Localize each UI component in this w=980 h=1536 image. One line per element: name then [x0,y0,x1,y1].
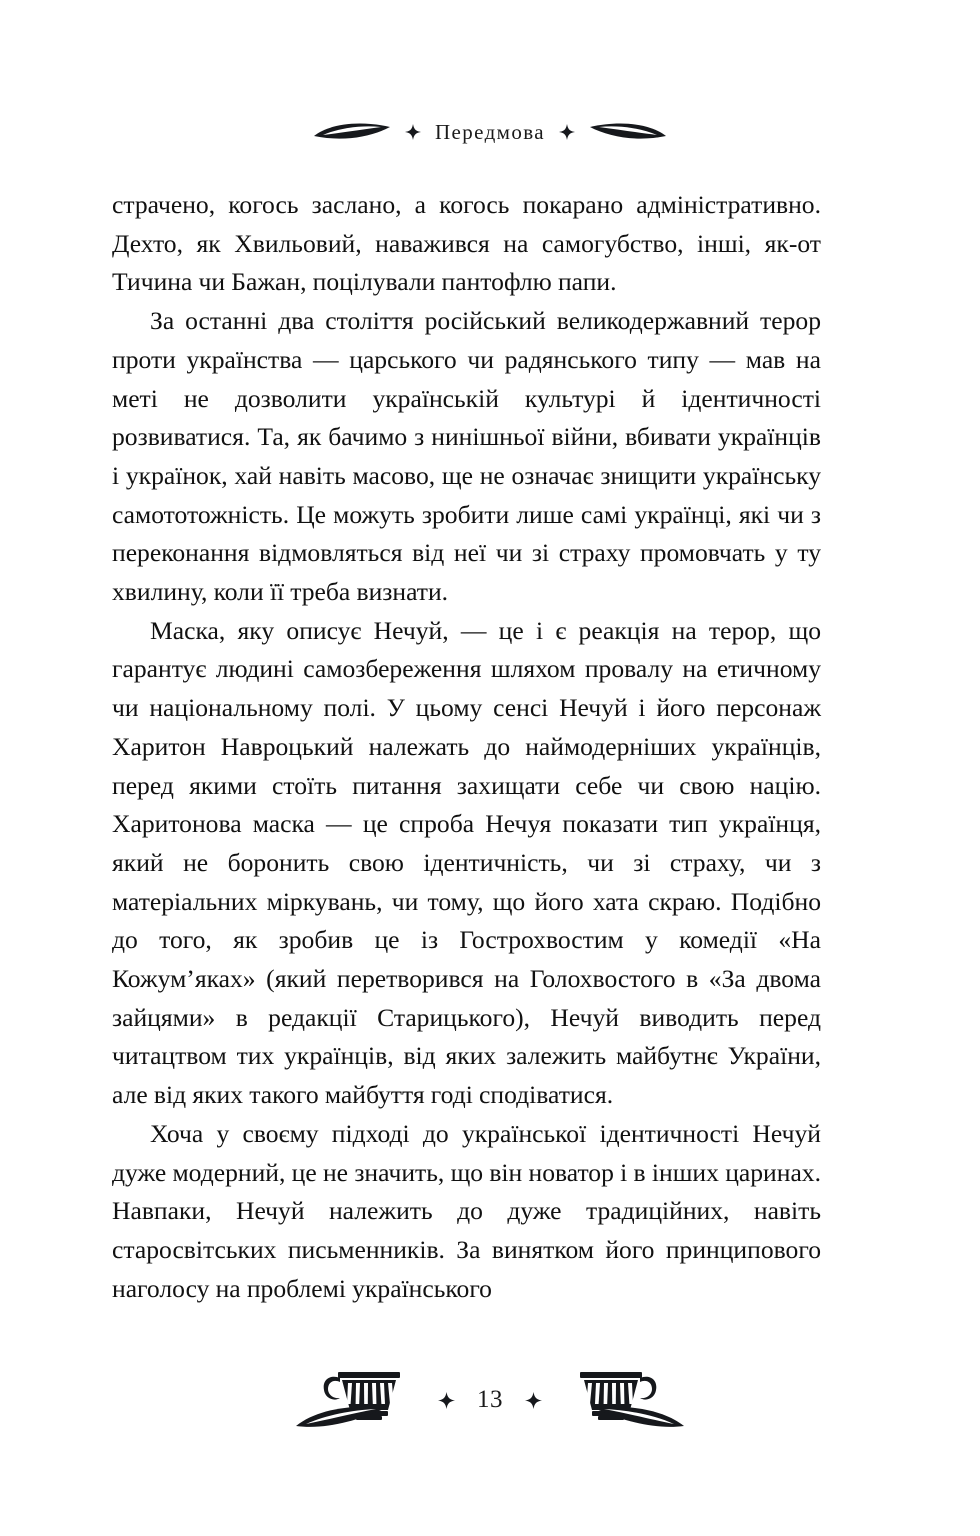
leaf-icon [589,121,667,143]
diamond-icon [438,1392,455,1409]
paragraph: За останні два століття російський великодержавний терор проти українства — царського чи радянського типу — мав на меті не дозволити українській культурі й ідентичності розвиватися. Та, як бачимо з нинішньої війни, вбивати українців і українок, хай навіть масово, ще не означає знищити українську самототожність. Це можуть зробити лише самі українці, які чи з переконання відмовляться від неї чи зі страху промовчать у ту хвилину, коли її треба визнати. [112,306,821,607]
diamond-icon [405,124,421,140]
running-head [0,112,980,152]
paragraph: страчено, когось заслано, а когось покарано адміністративно. Дехто, як Хвильовий, наважився на самогубство, інші, як-от Тичина чи Бажан, поцілували пантофлю папи. [112,190,821,297]
paragraph: Хоча у своєму підході до української ідентичності Нечуй дуже модерний, це не значить, що він новатор і в інших царинах. Навпаки, Нечуй належить до дуже традиційних, навіть старосвітських письменників. За винятком його принципового наголосу на проблемі українського [112,1118,821,1303]
leaf-icon [313,121,391,143]
diamond-icon [559,124,575,140]
page-footer [0,1360,980,1440]
page-number: 13 [477,1386,503,1413]
paragraph: Маска, яку описує Нечуй, — це і є реакція на терор, що гарантує людині самозбереження шляхом провалу на етичному чи національному полі. У цьому сенсі Нечуй і його персонаж Харитон Навроцький належать до наймодерніших українців, перед якими стоїть питання захищати себе чи свою націю. Харитонова маска — це спроба Нечуя показати тип українця, який не боронить свою ідентичність, чи зі страху, чи з матеріальних міркувань, чи тому, що його хата скраю. Подібно до того, як зробив це із Гострохвостим у комедії «На Кожум’яках» (який перетворився на Голохвостого в «За двома зайцями» в редакції Старицького), Нечуй виводить перед читацтвом тих українців, від яких залежить майбутнє України, але від яких такого майбуття годі сподіватися. [112,615,821,1110]
urn-leaf-icon [294,1364,426,1436]
running-head-title: Передмова [434,119,546,144]
diamond-icon [525,1392,542,1409]
urn-leaf-icon [554,1364,686,1436]
body-text [112,186,821,1308]
